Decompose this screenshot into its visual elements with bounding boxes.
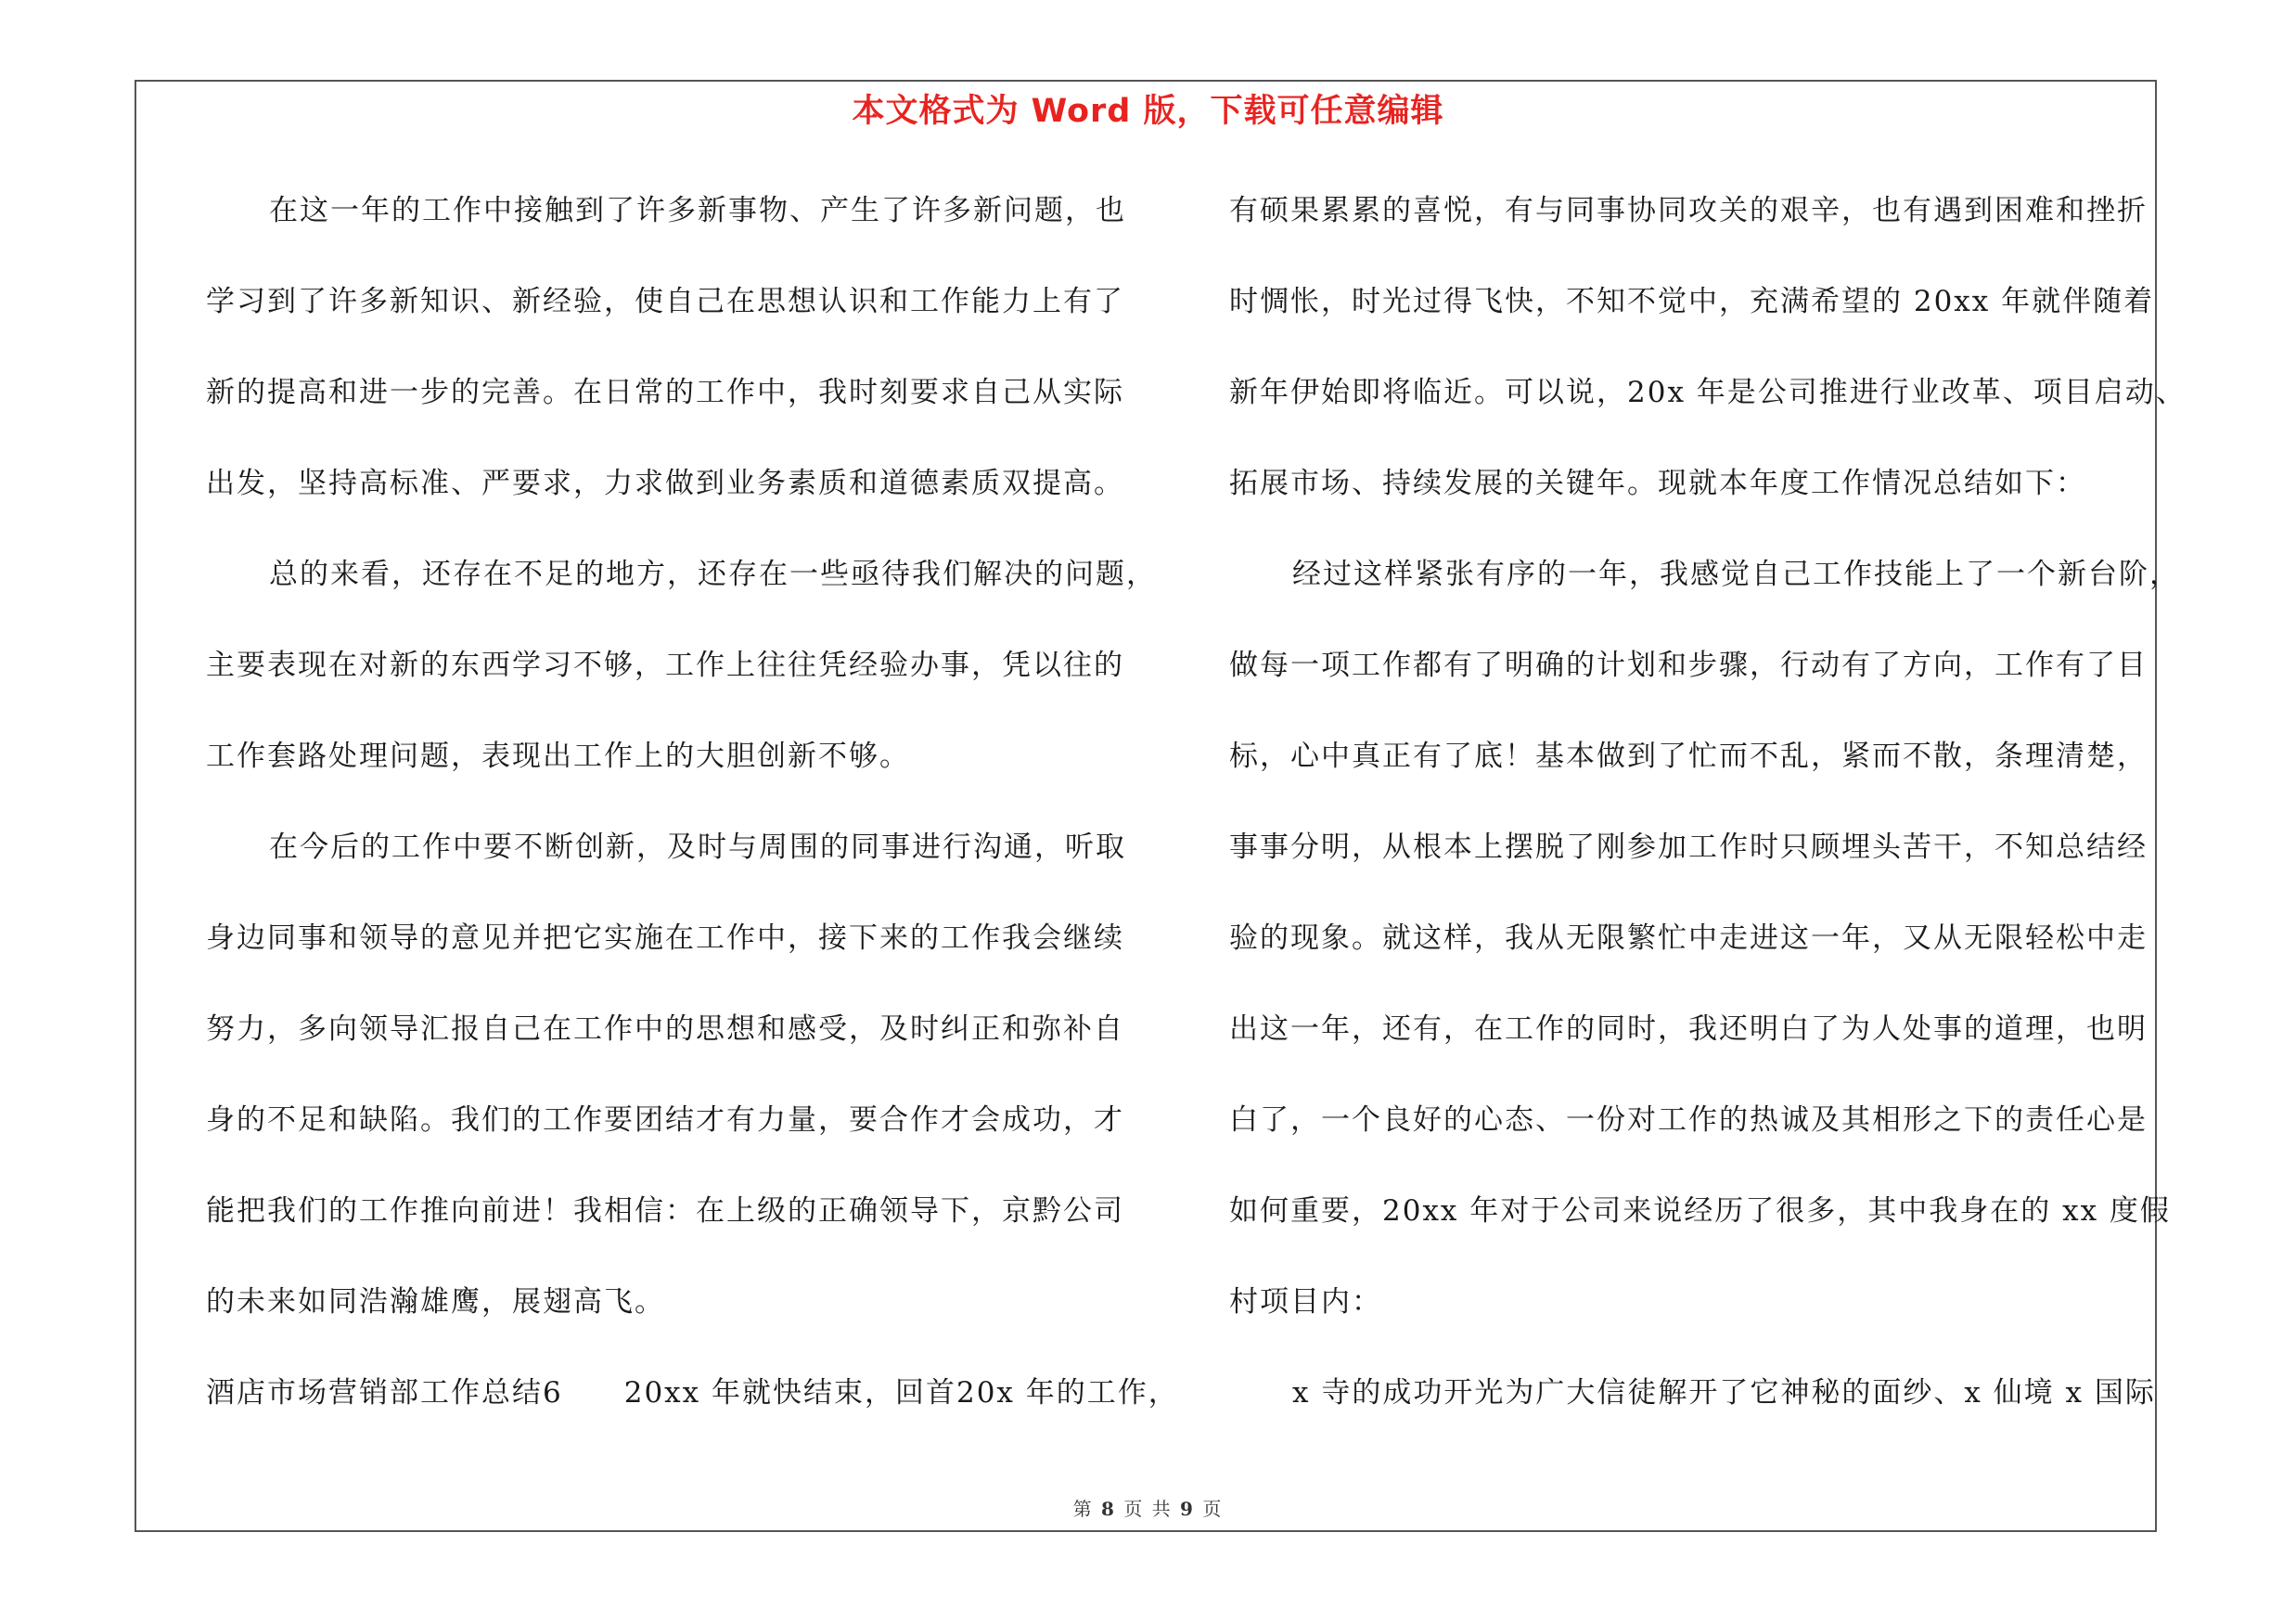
text-line: 总的来看，还存在不足的地方，还存在一些亟待我们解决的问题， [269,558,1157,591]
text-line: 工作套路处理问题，表现出工作上的大胆创新不够。 [206,740,910,773]
text-line: 能把我们的工作推向前进！我相信：在上级的正确领导下，京黔公司 [206,1194,1124,1228]
text-line: 如何重要，20xx 年对于公司来说经历了很多，其中我身在的 xx 度假 [1229,1194,2171,1228]
text-line: 有硕果累累的喜悦，有与同事协同攻关的艰辛，也有遇到困难和挫折 [1229,194,2148,227]
right-text-column [1229,186,2187,1459]
text-line: 做每一项工作都有了明确的计划和步骤，行动有了方向，工作有了目 [1229,649,2148,682]
text-line: 标，心中真正有了底！基本做到了忙而不乱，紧而不散，条理清楚， [1229,740,2148,773]
format-banner: 本文格式为 Word 版，下载可任意编辑 [852,93,1444,130]
text-line: 经过这样紧张有序的一年，我感觉自己工作技能上了一个新台阶， [1292,558,2180,591]
text-line: 身的不足和缺陷。我们的工作要团结才有力量，要合作才会成功，才 [206,1103,1124,1137]
text-line: 新年伊始即将临近。可以说，20x 年是公司推进行业改革、项目启动、 [1229,376,2187,409]
text-line: 村项目内： [1229,1285,1382,1319]
text-line: 出发，坚持高标准、严要求，力求做到业务素质和道德素质双提高。 [206,467,1124,500]
footer-middle: 页 共 [1123,1498,1173,1520]
text-line: 出这一年，还有，在工作的同时，我还明白了为人处事的道理，也明 [1229,1012,2148,1046]
footer-prefix: 第 [1072,1498,1094,1520]
text-line: x 寺的成功开光为广大信徒解开了它神秘的面纱、x 仙境 x 国际 [1292,1376,2156,1410]
current-page-number: 8 [1101,1498,1116,1520]
text-line: 身边同事和领导的意见并把它实施在工作中，接下来的工作我会继续 [206,921,1124,955]
text-line: 时惆怅，时光过得飞快，不知不觉中，充满希望的 20xx 年就伴随着 [1229,285,2155,318]
left-text-column [206,186,1179,1459]
text-line: 白了，一个良好的心态、一份对工作的热诚及其相形之下的责任心是 [1229,1103,2148,1137]
total-page-number: 9 [1180,1498,1195,1520]
footer-suffix: 页 [1202,1498,1224,1520]
text-line: 在今后的工作中要不断创新，及时与周围的同事进行沟通，听取 [269,831,1126,864]
text-line: 事事分明，从根本上摆脱了刚参加工作时只顾埋头苦干，不知总结经 [1229,831,2148,864]
page-footer [0,1494,2296,1521]
text-line: 在这一年的工作中接触到了许多新事物、产生了许多新问题，也 [269,194,1126,227]
text-line: 新的提高和进一步的完善。在日常的工作中，我时刻要求自己从实际 [206,376,1124,409]
text-line: 努力，多向领导汇报自己在工作中的思想和感受，及时纠正和弥补自 [206,1012,1124,1046]
text-line: 主要表现在对新的东西学习不够，工作上往往凭经验办事，凭以往的 [206,649,1124,682]
text-line: 验的现象。就这样，我从无限繁忙中走进这一年，又从无限轻松中走 [1229,921,2148,955]
text-line: 酒店市场营销部工作总结6 20xx 年就快结束，回首20x 年的工作， [206,1376,1179,1410]
text-line: 学习到了许多新知识、新经验，使自己在思想认识和工作能力上有了 [206,285,1124,318]
text-line: 的未来如同浩瀚雄鹰，展翅高飞。 [206,1285,665,1319]
text-line: 拓展市场、持续发展的关键年。现就本年度工作情况总结如下： [1229,467,2086,500]
